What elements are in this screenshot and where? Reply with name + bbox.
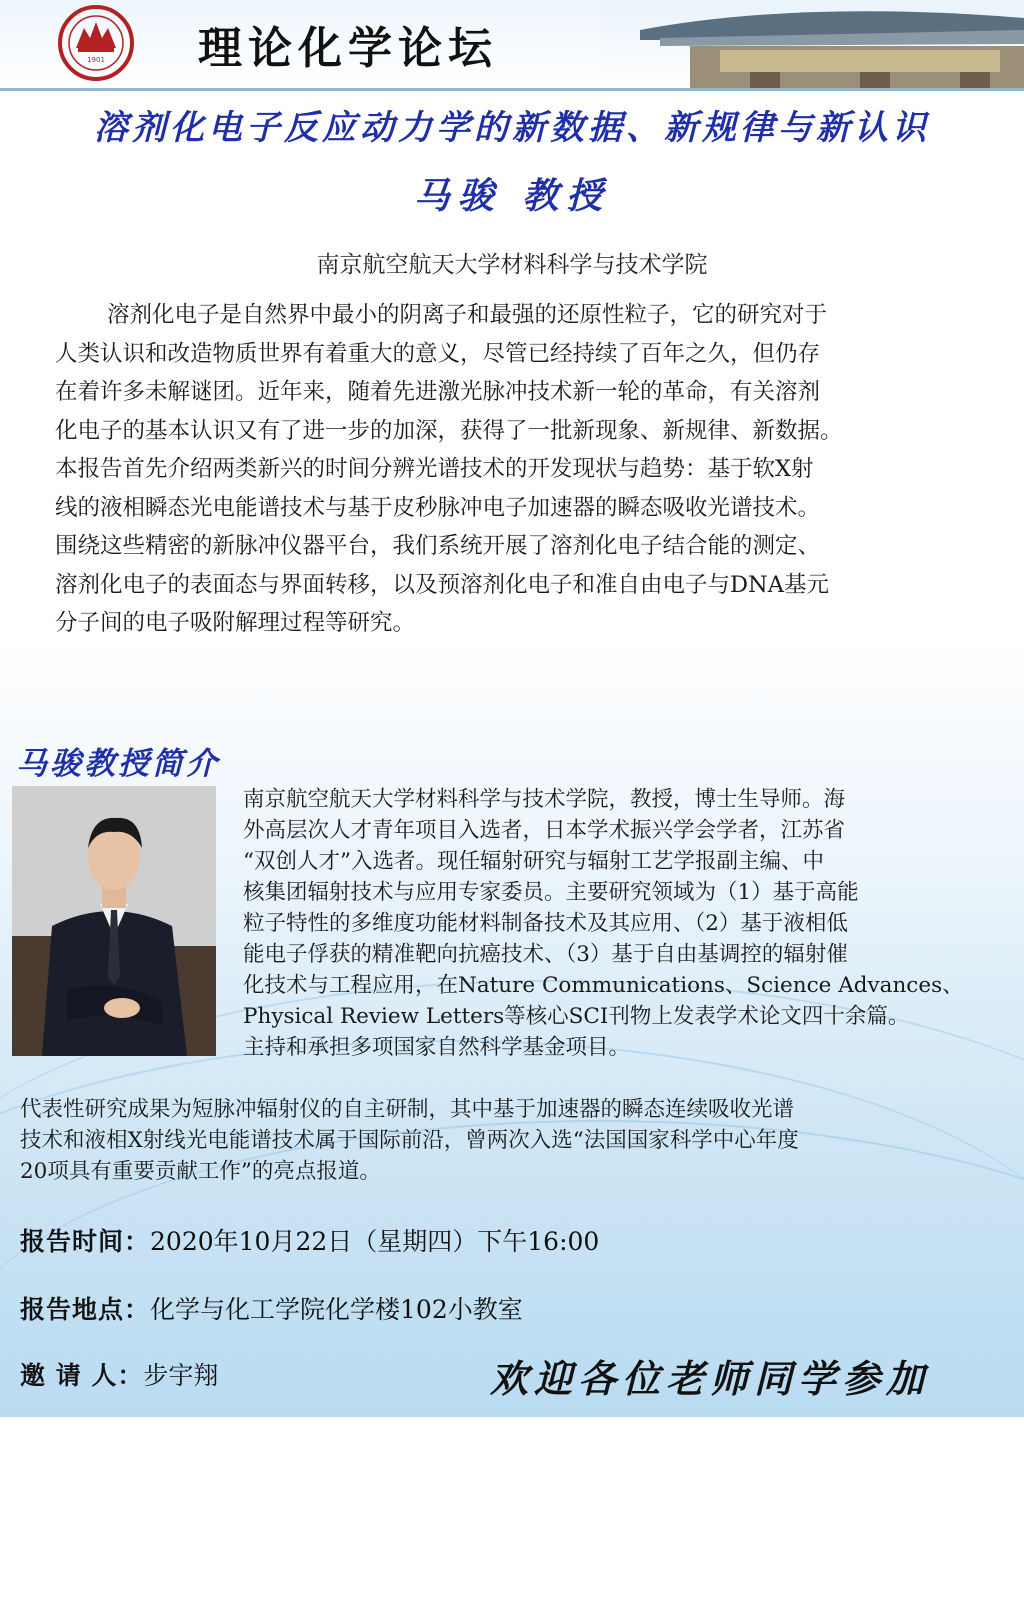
forum-title: 理论化学论坛 [198, 23, 498, 74]
bio-line: 能电子俘获的精准靶向抗癌技术、（3）基于自由基调控的辐射催 [243, 942, 848, 967]
bio-text [243, 784, 1023, 1063]
bio-line: 主持和承担多项国家自然科学基金项目。 [243, 1035, 631, 1060]
host-label: 邀 请 人： [20, 1361, 144, 1390]
abstract [55, 296, 970, 643]
bio-line: 南京航空航天大学材料科学与技术学院，教授，博士生导师。海 [243, 787, 846, 812]
abstract-line: 分子间的电子吸附解理过程等研究。 [55, 610, 416, 636]
bio-line: 代表性研究成果为短脉冲辐射仪的自主研制，其中基于加速器的瞬态连续吸收光谱 [20, 1097, 795, 1122]
bio-line: 技术和液相X射线光电能谱技术属于国际前沿，曾两次入选“法国国家科学中心年度 [20, 1128, 799, 1153]
university-gate-image [600, 0, 1024, 88]
talk-time [20, 1222, 599, 1258]
time-value: 2020年10月22日（星期四）下午16:00 [150, 1227, 600, 1256]
abstract-line: 在着许多未解谜团。近年来，随着先进激光脉冲技术新一轮的革命，有关溶剂 [55, 379, 821, 405]
abstract-line: 线的液相瞬态光电能谱技术与基于皮秒脉冲电子加速器的瞬态吸收光谱技术。 [55, 494, 821, 521]
header-banner [0, 0, 1024, 88]
bio-line: 化技术与工程应用，在Nature Communications、Science Advances、 [243, 973, 964, 998]
bio-heading: 马骏教授简介 [16, 746, 220, 782]
speaker-portrait-image [12, 786, 216, 1056]
talk-place [20, 1290, 523, 1326]
logo-year: 1901 [87, 56, 105, 64]
speaker-affiliation: 南京航空航天大学材料科学与技术学院 [316, 252, 708, 278]
shandong-university-seal-icon [52, 4, 140, 82]
bio-line: Physical Review Letters等核心SCI刊物上发表学术论文四十余篇。 [243, 1004, 910, 1029]
abstract-line: 本报告首先介绍两类新兴的时间分辨光谱技术的开发现状与趋势：基于软X射 [55, 456, 814, 482]
bio-line: 核集团辐射技术与应用专家委员。主要研究领域为（1）基于高能 [243, 880, 859, 905]
abstract-line: 溶剂化电子是自然界中最小的阴离子和最强的还原性粒子，它的研究对于 [107, 302, 828, 328]
place-label: 报告地点： [20, 1295, 151, 1324]
bio-text-continued [20, 1094, 1020, 1187]
bio-line: 粒子特性的多维度功能材料制备技术及其应用、（2）基于液相低 [243, 911, 848, 936]
abstract-line: 化电子的基本认识又有了进一步的加深，获得了一批新现象、新规律、新数据。 [55, 417, 843, 444]
time-label: 报告时间： [20, 1227, 151, 1256]
abstract-line: 围绕这些精密的新脉冲仪器平台，我们系统开展了溶剂化电子结合能的测定、 [55, 533, 821, 559]
bio-line: “双创人才”入选者。现任辐射研究与辐射工艺学报副主编、中 [243, 849, 824, 874]
talk-title: 溶剂化电子反应动力学的新数据、新规律与新认识 [94, 108, 930, 148]
abstract-line: 溶剂化电子的表面态与界面转移，以及预溶剂化电子和准自由电子与DNA基元 [55, 571, 829, 598]
header-divider [0, 88, 1024, 91]
bio-line: 20项具有重要贡献工作”的亮点报道。 [20, 1159, 381, 1184]
abstract-line: 人类认识和改造物质世界有着重大的意义，尽管已经持续了百年之久，但仍存 [55, 340, 821, 367]
speaker-name: 马骏 教授 [413, 175, 611, 217]
speaker-photo [12, 786, 216, 1056]
talk-host [20, 1356, 218, 1392]
place-value: 化学与化工学院化学楼102小教室 [150, 1295, 523, 1324]
welcome-message: 欢迎各位老师同学参加 [490, 1356, 931, 1401]
host-value: 步宇翔 [143, 1361, 219, 1390]
bio-line: 外高层次人才青年项目入选者，日本学术振兴学会学者，江苏省 [243, 818, 846, 843]
